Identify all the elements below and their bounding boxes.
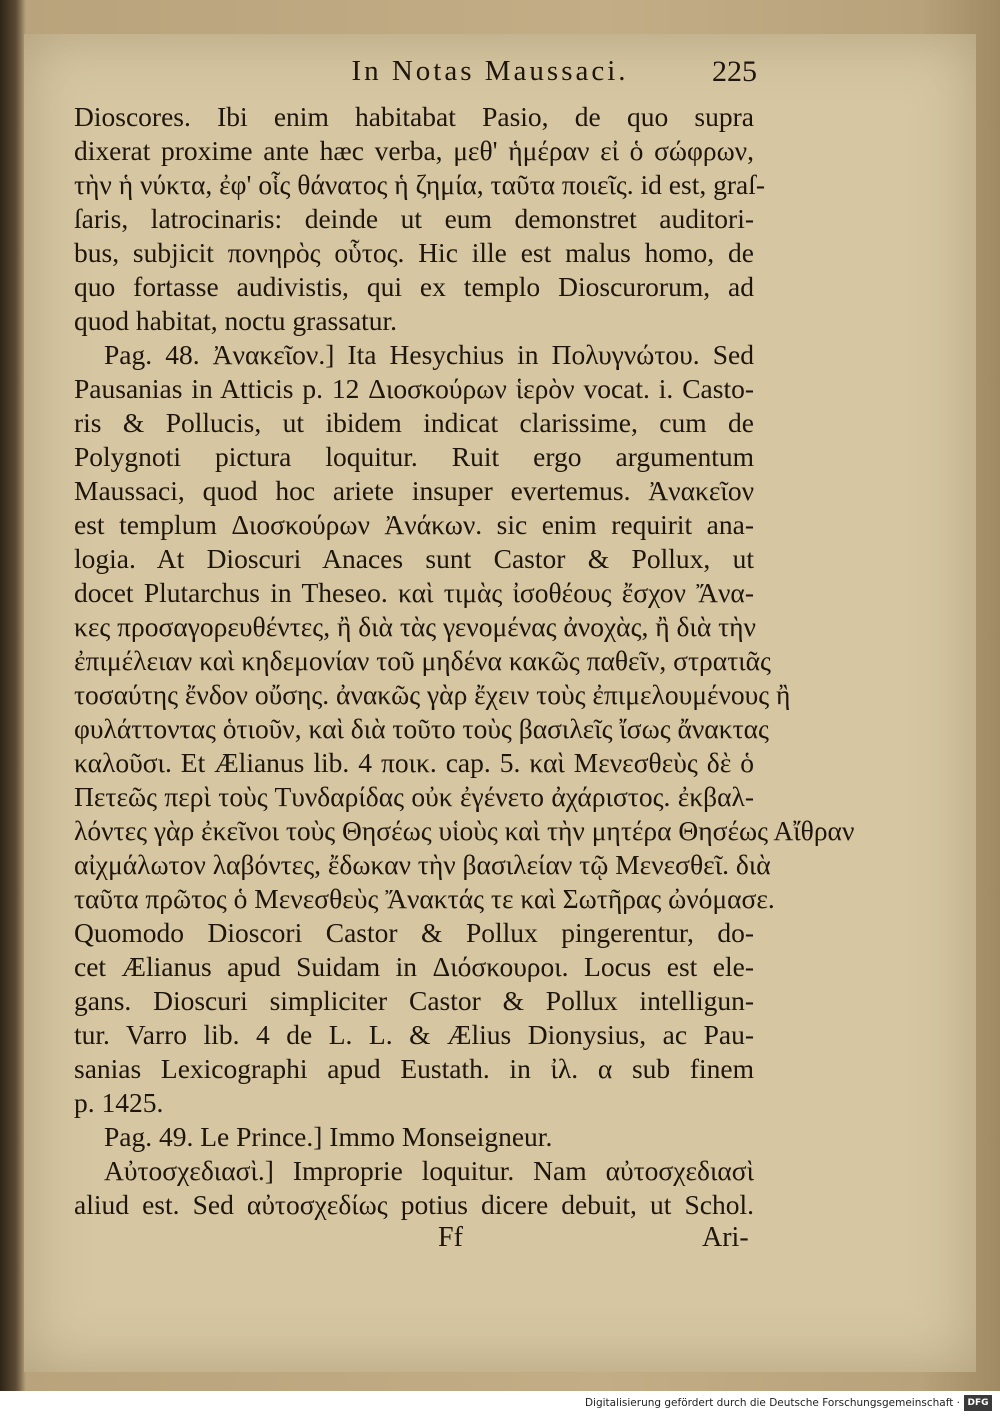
text-line: Pausanias in Atticis p. 12 Διοσκούρων ἱερὸν vocat. i. Castо- bbox=[74, 373, 754, 404]
text-line: ταῦτα πρῶτος ὁ Μενεσθεὺς Ἄνακτάς τε καὶ Σωτῆρας ὠνόμασε. bbox=[74, 883, 775, 914]
book-spine-shadow bbox=[0, 0, 26, 1391]
text-line: Πετεῶς περὶ τοὺς Τυνδαρίδας οὐκ ἐγένετο ἀχάριστος. ἐκβαλ- bbox=[74, 781, 754, 812]
text-line: τοσαύτης ἔνδον οὔσης. ἀνακῶς γὰρ ἔχειν τοὺς ἐπιμελουμένους ἢ bbox=[74, 679, 791, 710]
text-line: Maussaci, quod hoc ariete insuper evertemus. Ἀνακεῖον bbox=[74, 475, 754, 506]
text-line: τὴν ἡ νύκτα, ἐφ' οἷς θάνατος ἡ ζημία, ταῦτα ποιεῖς. id est, graſ- bbox=[74, 169, 766, 200]
text-line: sanias Lexicographi apud Eustath. in ἰλ. α sub finem bbox=[74, 1053, 754, 1084]
text-line: cet Ælianus apud Suidam in Διόσκουροι. Locus est ele- bbox=[74, 951, 754, 982]
page-number: 225 bbox=[712, 55, 757, 88]
digitization-footer bbox=[0, 1391, 1000, 1416]
text-line: est templum Διοσκούρων Ἀνάκων. sic enim requirit ana- bbox=[74, 509, 754, 540]
text-line: καλοῦσι. Et Ælianus lib. 4 ποικ. cap. 5. καὶ Μενεσθεὺς δὲ ὁ bbox=[74, 747, 754, 778]
text-line: ἐπιμέλειαν καὶ κηδεμονίαν τοῦ μηδένα κακῶς παθεῖν, στρατιᾶς bbox=[74, 645, 771, 676]
text-line: Polygnoti pictura loquitur. Ruit ergo argumentum bbox=[74, 441, 754, 472]
text-line: Pag. 48. Ἀνακεῖον.] Ita Hesychius in Πολυγνώτου. Sed bbox=[104, 339, 754, 370]
text-line: gans. Dioscuri simpliciter Castor & Pollux intelligun- bbox=[74, 985, 754, 1016]
signature-mark: Ff bbox=[438, 1222, 463, 1253]
text-line: κες προσαγορευθέντες, ἢ διὰ τὰς γενομένας ἀνοχὰς, ἢ διὰ τὴν bbox=[74, 611, 756, 642]
text-line: Pag. 49. Le Prince.] Immo Monseigneur. bbox=[104, 1121, 553, 1152]
text-line: αἰχμάλωτον λαβόντες, ἔδωκαν τὴν βασιλείαν τῷ Μενεσθεῖ. διὰ bbox=[74, 849, 771, 880]
text-line: dixerat proxime ante hæc verba, μεθ' ἡμέραν εἰ ὁ σώφρων, bbox=[74, 135, 754, 166]
text-line: Quomodo Dioscori Castor & Pollux pingerentur, do- bbox=[74, 917, 754, 948]
text-line: logia. At Dioscuri Anaces sunt Castor & Pollux, ut bbox=[74, 543, 754, 574]
text-line: bus, subjicit πονηρὸς οὗτος. Hic ille est malus homo, de bbox=[74, 237, 754, 268]
text-line: φυλάττοντας ὁτιοῦν, καὶ διὰ τοῦτο τοὺς βασιλεῖς ἴσως ἄνακτας bbox=[74, 713, 769, 744]
text-line: quod habitat, noctu grassatur. bbox=[74, 305, 398, 336]
catchword: Ari- bbox=[702, 1222, 749, 1253]
text-line: ſaris, latrocinaris: deinde ut eum demonstret auditori- bbox=[74, 203, 754, 234]
text-line: ris & Pollucis, ut ibidem indicat clarissime, cum de bbox=[74, 407, 754, 438]
text-line: aliud est. Sed αὐτοσχεδίως potius dicere debuit, ut Schol. bbox=[74, 1189, 754, 1220]
text-line: tur. Varro lib. 4 de L. L. & Ælius Dionysius, ac Pau- bbox=[74, 1019, 754, 1050]
text-line: Αὐτοσχεδιασὶ.] Improprie loquitur. Nam αὐτοσχεδιασὶ bbox=[104, 1155, 754, 1186]
text-line: docet Plutarchus in Theseo. καὶ τιμὰς ἰσοθέους ἔσχον Ἄνα- bbox=[74, 577, 754, 608]
text-line: Dioscores. Ibi enim habitabat Pasio, de quo supra bbox=[74, 101, 754, 132]
dfg-logo: DFG bbox=[964, 1395, 992, 1411]
funding-credit: Digitalisierung gefördert durch die Deutsche Forschungsgemeinschaft · bbox=[584, 1397, 960, 1409]
text-line: λόντες γὰρ ἐκεῖνοι τοὺς Θησέως υἱοὺς καὶ τὴν μητέρα Θησέως Αἴθραν bbox=[74, 815, 855, 846]
text-line: p. 1425. bbox=[74, 1087, 164, 1118]
text-line: quo fortasse audivistis, qui ex templo Dioscurorum, ad bbox=[74, 271, 754, 302]
running-head: In Notas Maussaci. bbox=[351, 55, 629, 87]
